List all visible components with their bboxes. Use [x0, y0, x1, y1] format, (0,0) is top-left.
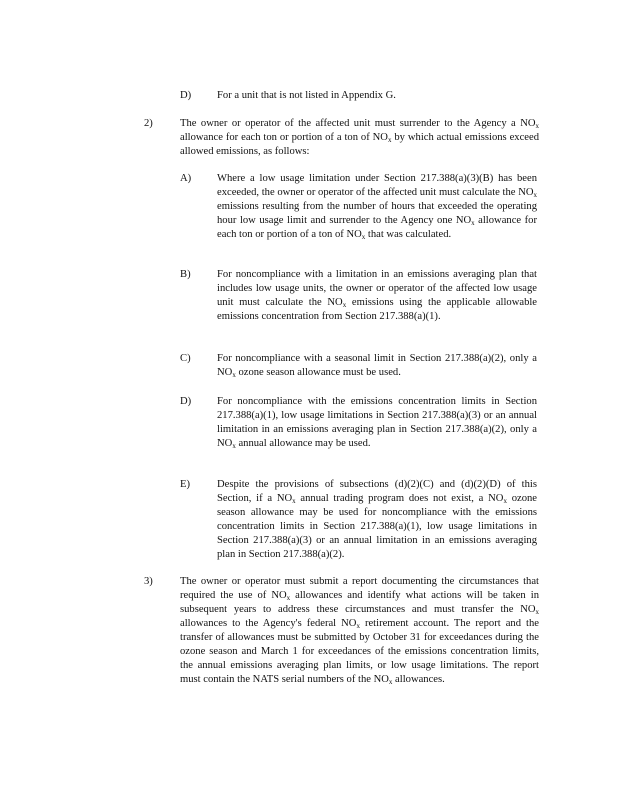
item-text-b: [217, 268, 537, 324]
paragraph-label-3: 3): [144, 576, 153, 587]
text-run: For noncompliance with a seasonal limit in Section 217.388(a)(2), only a NO: [217, 353, 537, 378]
text-run: ozone season allowance may be used for noncompliance with the emissions concentration limits in Section 217.388(a)(1), low usage limitations in Section 217.388(a)(3) or an annual limitation in an emissions averaging plan in Section 217.388(a)(2).: [217, 493, 538, 560]
item-label-d-top: D): [180, 90, 192, 101]
subscript: x: [388, 678, 393, 686]
text-run: emissions using the applicable allowable emissions concentration from Section 217.388(a)(1).: [217, 297, 538, 322]
item-text-a: [217, 172, 537, 242]
paragraph-label-2: 2): [144, 118, 153, 129]
text-run: annual trading program does not exist, a NO: [295, 493, 504, 504]
text-run: ozone season allowance must be used.: [235, 367, 401, 378]
text-run: allowance for each ton or portion of a ton of NO: [180, 132, 388, 143]
item-label-e: E): [180, 479, 190, 490]
subscript: x: [342, 301, 347, 309]
item-label-c: C): [180, 353, 191, 364]
text-run: The owner or operator must submit a report documenting the circumstances that required the use of NO: [180, 576, 539, 601]
text-run: Despite the provisions of subsections (d)(2)(C) and (d)(2)(D) of this Section, if a NO: [217, 479, 537, 504]
text-run: allowances to the Agency's federal NO: [180, 618, 357, 629]
text-run: For noncompliance with a limitation in an emissions averaging plan that includes low usage units, the owner or operator of the affected low usage unit must calculate the NO: [217, 269, 537, 308]
text-run: allowances.: [392, 674, 445, 685]
paragraph-text-3: [180, 575, 539, 687]
item-text-d-top: [217, 89, 537, 103]
item-label-a: A): [180, 173, 192, 184]
subscript: x: [535, 122, 539, 130]
text-run: retirement account. The report and the transfer of allowances must be submitted by October 31 for exceedances during the ozone season and March 1 for exceedances of the emissions concentration limits, the annual emissions averaging plan limits, or low usage limitations. The report must contain the NATS serial numbers of the NO: [180, 618, 539, 685]
subscript: x: [503, 497, 507, 505]
item-label-b: B): [180, 269, 191, 280]
item-text-c: [217, 352, 537, 380]
text-run: that was calculated.: [365, 229, 452, 240]
subscript: x: [361, 233, 366, 241]
text-run: allowances and identify what actions will be taken in subsequent years to address these circumstances and must transfer the NO: [180, 590, 540, 615]
text-run: Where a low usage limitation under Section 217.388(a)(3)(B) has been exceeded, the owner or operator of the affected unit must calculate the NO: [217, 173, 537, 198]
text-run: For a unit that is not listed in Appendix G.: [217, 90, 396, 101]
subscript: x: [356, 622, 360, 630]
subscript: x: [535, 608, 539, 616]
item-label-d: D): [180, 396, 192, 407]
subscript: x: [387, 136, 392, 144]
item-text-e: [217, 478, 537, 562]
item-text-d: [217, 395, 537, 451]
text-run: by which actual emissions exceed allowed emissions, as follows:: [180, 132, 539, 157]
subscript: x: [471, 219, 475, 227]
subscript: x: [286, 594, 291, 602]
text-run: annual allowance may be used.: [235, 438, 371, 449]
text-run: For noncompliance with the emissions concentration limits in Section 217.388(a)(1), low usage limitations in Section 217.388(a)(3) or an annual limitation in an emissions averaging plan in Section 217.388(a)(2), only a NO: [217, 396, 537, 449]
paragraph-text-2: [180, 117, 539, 159]
subscript: x: [533, 191, 537, 199]
subscript: x: [232, 371, 236, 379]
subscript: x: [292, 497, 296, 505]
subscript: x: [232, 442, 236, 450]
text-run: The owner or operator of the affected unit must surrender to the Agency a NO: [180, 118, 536, 129]
text-run: emissions resulting from the number of hours that exceeded the operating hour low usage limit and surrender to the Agency one NO: [217, 201, 537, 226]
text-run: allowance for each ton or portion of a ton of NO: [217, 215, 537, 240]
